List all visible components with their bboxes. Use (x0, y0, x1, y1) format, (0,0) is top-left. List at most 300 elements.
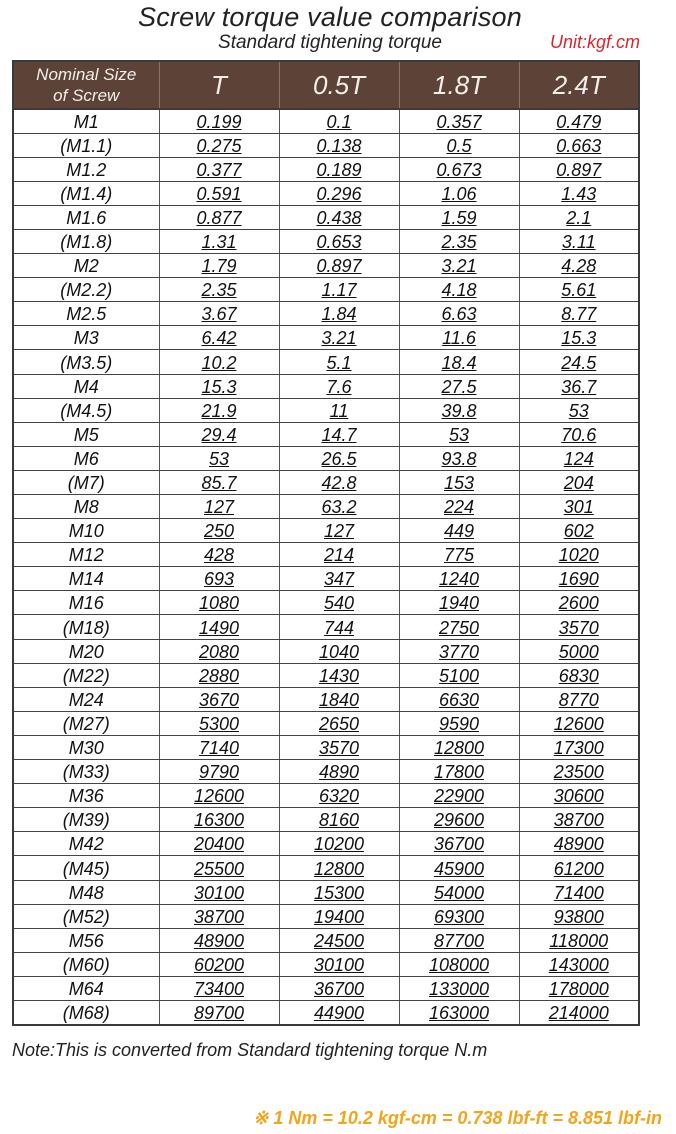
column-header-line: Nominal Size (36, 65, 137, 84)
torque-value-cell (399, 470, 519, 494)
screw-size-cell (13, 591, 159, 615)
torque-value-cell (519, 470, 639, 494)
screw-size-cell (13, 928, 159, 952)
screw-size-text: M3 (73, 328, 99, 349)
screw-size-text: (M18) (62, 617, 110, 638)
screw-size-cell (13, 760, 159, 784)
torque-value-text: 0.479 (556, 111, 602, 132)
torque-value-cell (519, 109, 639, 133)
torque-value-cell (279, 711, 399, 735)
torque-value-text: 5000 (558, 641, 599, 662)
screw-size-text: M20 (68, 641, 104, 662)
screw-size-cell (13, 398, 159, 422)
table-row (13, 976, 639, 1000)
torque-value-cell (159, 784, 279, 808)
torque-value-text: 12600 (553, 713, 604, 734)
torque-value-text: 11.6 (442, 328, 476, 349)
torque-value-text: 0.5 (446, 135, 472, 156)
torque-value-cell (159, 808, 279, 832)
screw-size-text: M42 (68, 834, 104, 855)
torque-value-cell (399, 446, 519, 470)
torque-value-text: 118000 (549, 930, 609, 951)
torque-value-cell (399, 254, 519, 278)
torque-value-text: 15.3 (561, 328, 597, 349)
screw-size-cell (13, 663, 159, 687)
torque-value-text: 70.6 (561, 424, 597, 445)
column-header-line: of Screw (53, 86, 120, 105)
torque-value-cell (279, 422, 399, 446)
torque-value-cell (159, 254, 279, 278)
torque-value-cell (159, 928, 279, 952)
torque-value-cell (279, 880, 399, 904)
torque-value-cell (519, 904, 639, 928)
screw-size-text: (M27) (62, 713, 110, 734)
torque-value-cell (159, 326, 279, 350)
torque-value-text: 0.377 (196, 159, 242, 180)
screw-size-text: (M60) (62, 954, 110, 975)
torque-value-cell (399, 422, 519, 446)
torque-value-cell (519, 398, 639, 422)
screw-size-text: (M1.8) (60, 232, 113, 253)
torque-value-text: 29600 (433, 810, 485, 831)
table-row (13, 711, 639, 735)
torque-value-text: 2880 (198, 665, 240, 686)
torque-value-text: 8.77 (561, 304, 597, 325)
torque-value-text: 1490 (198, 617, 240, 638)
torque-value-text: 0.897 (556, 159, 602, 180)
torque-value-text: 9590 (438, 713, 480, 734)
torque-value-cell (519, 711, 639, 735)
torque-value-cell (279, 904, 399, 928)
torque-value-cell (159, 687, 279, 711)
torque-value-cell (279, 543, 399, 567)
torque-value-text: 1.43 (561, 183, 597, 204)
torque-value-cell (519, 687, 639, 711)
torque-value-cell (279, 832, 399, 856)
screw-size-cell (13, 952, 159, 976)
torque-value-text: 9790 (198, 762, 240, 783)
torque-value-cell (399, 157, 519, 181)
screw-size-text: M48 (68, 882, 104, 903)
torque-value-cell (519, 446, 639, 470)
torque-value-text: 17300 (553, 738, 604, 759)
torque-value-cell (279, 205, 399, 229)
torque-value-cell (159, 832, 279, 856)
torque-value-text: 87700 (433, 930, 485, 951)
torque-value-cell (519, 976, 639, 1000)
screw-size-cell (13, 543, 159, 567)
torque-value-cell (279, 784, 399, 808)
torque-value-text: 0.653 (316, 232, 362, 253)
torque-value-cell (279, 398, 399, 422)
torque-value-cell (519, 880, 639, 904)
torque-value-cell (159, 543, 279, 567)
torque-value-text: 224 (443, 497, 475, 518)
table-row (13, 422, 639, 446)
torque-value-text: 53 (568, 400, 589, 421)
table-row (13, 784, 639, 808)
torque-value-cell (519, 663, 639, 687)
torque-value-text: 10200 (313, 834, 365, 855)
torque-value-text: 60200 (193, 954, 245, 975)
torque-value-text: 21.9 (201, 400, 237, 421)
table-row (13, 109, 639, 133)
torque-value-cell (399, 952, 519, 976)
torque-value-cell (279, 663, 399, 687)
torque-value-text: 16300 (193, 810, 245, 831)
unit-label: Unit:kgf.cm (549, 32, 640, 52)
torque-value-text: 30600 (553, 786, 604, 807)
table-row (13, 157, 639, 181)
screw-size-text: (M1.4) (60, 183, 113, 204)
screw-size-text: (M52) (62, 906, 110, 927)
torque-value-cell (399, 976, 519, 1000)
screw-size-cell (13, 157, 159, 181)
torque-value-cell (399, 519, 519, 543)
screw-size-cell (13, 567, 159, 591)
torque-value-cell (159, 422, 279, 446)
torque-value-text: 7140 (198, 738, 240, 759)
column-header-t: T (159, 61, 279, 109)
torque-value-text: 347 (323, 569, 355, 590)
torque-value-cell (279, 976, 399, 1000)
torque-value-cell (279, 326, 399, 350)
torque-value-cell (399, 735, 519, 759)
torque-value-text: 2.35 (201, 280, 237, 301)
torque-value-cell (279, 856, 399, 880)
screw-size-text: M6 (73, 448, 99, 469)
screw-size-cell (13, 350, 159, 374)
torque-value-text: 0.138 (316, 135, 362, 156)
torque-value-cell (159, 398, 279, 422)
torque-value-cell (279, 133, 399, 157)
torque-value-text: 1.17 (321, 280, 357, 301)
page-title: Screw torque value comparison (138, 2, 522, 32)
torque-value-cell (159, 639, 279, 663)
torque-value-cell (519, 374, 639, 398)
torque-value-text: 2750 (438, 617, 480, 638)
torque-value-text: 11 (329, 400, 349, 421)
table-row (13, 591, 639, 615)
torque-value-cell (279, 735, 399, 759)
torque-value-text: 8160 (318, 810, 360, 831)
screw-size-cell (13, 976, 159, 1000)
screw-size-text: (M2.2) (60, 280, 113, 301)
torque-value-text: 54000 (433, 882, 485, 903)
torque-value-text: 0.1 (326, 111, 352, 132)
torque-value-text: 0.199 (196, 111, 242, 132)
torque-value-cell (399, 495, 519, 519)
torque-value-text: 4.28 (561, 256, 597, 277)
torque-value-cell (399, 687, 519, 711)
table-row (13, 350, 639, 374)
torque-value-cell (519, 181, 639, 205)
torque-value-cell (399, 350, 519, 374)
torque-value-text: 6630 (438, 689, 480, 710)
torque-value-cell (519, 205, 639, 229)
torque-value-cell (159, 350, 279, 374)
torque-value-cell (519, 856, 639, 880)
torque-value-cell (399, 567, 519, 591)
torque-value-cell (519, 302, 639, 326)
torque-value-text: 153 (443, 473, 475, 493)
screw-size-text: M10 (68, 521, 104, 542)
screw-size-text: M1.2 (66, 159, 107, 180)
torque-value-text: 7.6 (326, 376, 352, 397)
torque-value-text: 17800 (433, 762, 485, 783)
screw-size-text: M14 (68, 569, 104, 590)
torque-value-cell (159, 205, 279, 229)
torque-value-text: 93.8 (441, 448, 477, 469)
torque-value-cell (519, 735, 639, 759)
torque-value-text: 3570 (558, 617, 599, 638)
torque-value-cell (159, 109, 279, 133)
torque-value-text: 25500 (193, 858, 245, 879)
torque-value-cell (519, 519, 639, 543)
torque-value-text: 250 (203, 521, 235, 542)
torque-value-text: 89700 (193, 1002, 245, 1023)
torque-value-cell (159, 470, 279, 494)
torque-value-cell (279, 446, 399, 470)
torque-value-text: 5.1 (326, 352, 352, 373)
torque-value-text: 127 (203, 497, 235, 518)
torque-value-text: 0.275 (196, 135, 242, 156)
torque-value-text: 0.296 (316, 183, 362, 204)
screw-size-cell (13, 904, 159, 928)
screw-size-text: (M3.5) (60, 352, 113, 373)
torque-value-cell (399, 205, 519, 229)
torque-value-cell (159, 735, 279, 759)
torque-value-text: 39.8 (441, 400, 477, 421)
torque-value-text: 19400 (313, 906, 365, 927)
torque-value-cell (519, 254, 639, 278)
table-row (13, 735, 639, 759)
torque-value-text: 1.59 (441, 207, 477, 228)
torque-value-cell (159, 229, 279, 253)
torque-value-cell (399, 711, 519, 735)
torque-value-cell (279, 687, 399, 711)
torque-value-text: 1840 (318, 689, 360, 710)
screw-size-cell (13, 422, 159, 446)
torque-value-cell (399, 808, 519, 832)
table-row (13, 615, 639, 639)
torque-value-text: 1690 (558, 569, 599, 590)
torque-value-text: 1430 (318, 665, 360, 686)
screw-size-cell (13, 181, 159, 205)
torque-value-cell (519, 229, 639, 253)
torque-value-text: 2080 (198, 641, 240, 662)
table-row (13, 928, 639, 952)
torque-value-cell (159, 446, 279, 470)
screw-size-cell (13, 278, 159, 302)
torque-value-cell (279, 952, 399, 976)
torque-value-text: 1.06 (441, 183, 477, 204)
screw-size-cell (13, 615, 159, 639)
torque-value-text: 29.4 (201, 424, 237, 445)
torque-value-text: 0.877 (196, 207, 242, 228)
torque-value-cell (279, 229, 399, 253)
torque-value-text: 2600 (558, 593, 599, 614)
screw-size-cell (13, 639, 159, 663)
screw-size-text: M16 (68, 593, 104, 614)
torque-value-text: 15.3 (201, 376, 237, 397)
table-row (13, 374, 639, 398)
torque-value-text: 24.5 (561, 352, 597, 373)
torque-value-cell (159, 952, 279, 976)
table-row (13, 326, 639, 350)
torque-value-cell (279, 157, 399, 181)
torque-value-cell (279, 278, 399, 302)
torque-value-text: 30100 (193, 882, 245, 903)
footnote: Note:This is converted from Standard tightening torque N.m (12, 1040, 488, 1060)
torque-value-text: 1020 (558, 545, 599, 566)
torque-value-cell (519, 567, 639, 591)
column-header-1.8t: 1.8T (399, 61, 519, 109)
torque-value-cell (399, 760, 519, 784)
torque-value-cell (519, 543, 639, 567)
torque-value-cell (159, 181, 279, 205)
screw-size-cell (13, 1000, 159, 1024)
screw-size-cell (13, 229, 159, 253)
torque-value-text: 5.61 (561, 280, 597, 301)
table-row (13, 687, 639, 711)
torque-value-cell (279, 639, 399, 663)
table-row (13, 952, 639, 976)
torque-value-text: 1080 (198, 593, 240, 614)
torque-value-text: 15300 (313, 882, 365, 903)
torque-value-text: 36.7 (561, 376, 597, 397)
torque-value-text: 693 (203, 569, 235, 590)
table-row (13, 856, 639, 880)
torque-value-cell (279, 109, 399, 133)
screw-size-text: M56 (68, 930, 104, 951)
torque-table-container (12, 60, 638, 1026)
torque-value-text: 3.11 (561, 232, 596, 253)
torque-value-cell (279, 928, 399, 952)
table-row (13, 133, 639, 157)
torque-value-cell (159, 880, 279, 904)
torque-value-text: 45900 (433, 858, 485, 879)
torque-value-text: 63.2 (321, 497, 357, 518)
torque-value-text: 133000 (428, 978, 490, 999)
torque-value-text: 602 (563, 521, 594, 542)
torque-value-text: 12600 (193, 786, 245, 807)
torque-value-text: 23500 (553, 762, 604, 783)
torque-value-text: 1940 (438, 593, 480, 614)
torque-value-text: 24500 (313, 930, 365, 951)
screw-size-text: M4 (73, 376, 99, 397)
torque-value-text: 85.7 (201, 473, 237, 493)
torque-value-text: 127 (323, 521, 355, 542)
torque-value-cell (159, 904, 279, 928)
torque-value-cell (279, 254, 399, 278)
torque-value-cell (519, 952, 639, 976)
torque-value-cell (279, 1000, 399, 1024)
conversion-note: ※ 1 Nm = 10.2 kgf-cm = 0.738 lbf-ft = 8.851 lbf-in (253, 1108, 662, 1128)
torque-value-text: 775 (443, 545, 475, 566)
torque-value-cell (159, 663, 279, 687)
torque-value-text: 8770 (558, 689, 599, 710)
torque-value-text: 5300 (198, 713, 240, 734)
torque-value-cell (519, 639, 639, 663)
screw-size-text: M1.6 (66, 207, 107, 228)
torque-value-text: 44900 (313, 1002, 365, 1023)
torque-value-cell (159, 133, 279, 157)
screw-size-cell (13, 735, 159, 759)
table-row (13, 904, 639, 928)
table-body (13, 109, 639, 1025)
screw-size-text: M8 (73, 497, 99, 518)
screw-size-cell (13, 133, 159, 157)
torque-value-cell (279, 808, 399, 832)
screw-size-text: M30 (68, 738, 104, 759)
table-row (13, 278, 639, 302)
screw-size-cell (13, 856, 159, 880)
torque-value-text: 20400 (193, 834, 245, 855)
torque-value-text: 204 (563, 473, 594, 493)
table-header-row (13, 61, 639, 109)
torque-value-cell (159, 856, 279, 880)
torque-value-cell (279, 350, 399, 374)
screw-size-cell (13, 374, 159, 398)
table-row (13, 229, 639, 253)
table-row (13, 760, 639, 784)
torque-value-text: 36700 (313, 978, 365, 999)
torque-value-text: 2.1 (566, 207, 592, 228)
screw-size-cell (13, 254, 159, 278)
torque-value-text: 1040 (318, 641, 360, 662)
torque-value-text: 48900 (553, 834, 604, 855)
torque-value-text: 0.673 (436, 159, 482, 180)
screw-size-text: (M7) (67, 473, 105, 493)
torque-value-cell (159, 157, 279, 181)
torque-value-text: 4.18 (441, 280, 477, 301)
torque-value-text: 0.357 (436, 111, 482, 132)
table-row (13, 832, 639, 856)
torque-value-cell (519, 1000, 639, 1024)
torque-value-text: 2650 (318, 713, 360, 734)
torque-value-cell (519, 784, 639, 808)
torque-value-cell (399, 784, 519, 808)
screw-size-text: M64 (68, 978, 104, 999)
torque-value-text: 93800 (553, 906, 604, 927)
torque-value-text: 38700 (193, 906, 245, 927)
screw-size-text: (M4.5) (60, 400, 113, 421)
screw-size-cell (13, 711, 159, 735)
screw-size-cell (13, 326, 159, 350)
torque-value-cell (519, 591, 639, 615)
torque-value-cell (519, 832, 639, 856)
torque-value-cell (279, 302, 399, 326)
torque-value-text: 69300 (433, 906, 485, 927)
torque-value-cell (159, 374, 279, 398)
table-row (13, 1000, 639, 1024)
table-row (13, 495, 639, 519)
torque-value-cell (399, 615, 519, 639)
torque-value-cell (159, 278, 279, 302)
table-row (13, 663, 639, 687)
torque-value-cell (399, 1000, 519, 1024)
torque-value-text: 3670 (198, 689, 240, 710)
torque-value-cell (399, 591, 519, 615)
torque-value-text: 22900 (433, 786, 485, 807)
screw-size-text: (M68) (62, 1002, 110, 1023)
torque-value-text: 428 (203, 545, 235, 566)
torque-value-cell (399, 229, 519, 253)
torque-value-text: 27.5 (441, 376, 477, 397)
page-subtitle: Standard tightening torque (218, 32, 442, 53)
torque-value-cell (279, 374, 399, 398)
